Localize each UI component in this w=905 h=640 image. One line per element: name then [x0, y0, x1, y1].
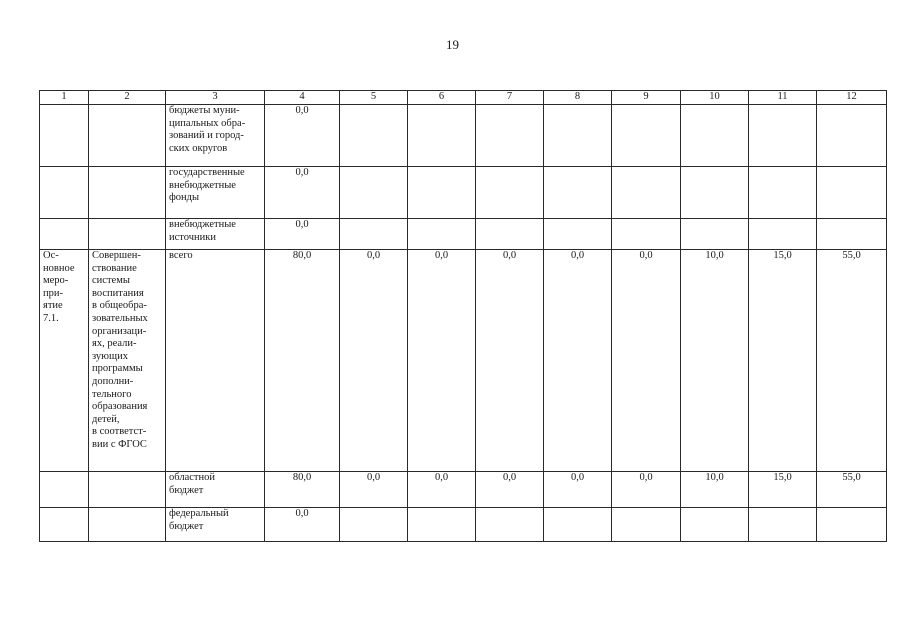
- column-header-6: 6: [408, 91, 476, 105]
- cell-value-col-7: [476, 167, 544, 219]
- cell-funding-source: бюджеты муни- ципальных обра- зований и город- ских округов: [166, 105, 265, 167]
- column-header-4: 4: [265, 91, 340, 105]
- table-row: [40, 219, 887, 250]
- cell-funding-source: внебюджетные источники: [166, 219, 265, 250]
- column-header-7: 7: [476, 91, 544, 105]
- column-header-2: 2: [89, 91, 166, 105]
- cell-value-col-7: [476, 219, 544, 250]
- cell-value-col-10: [681, 105, 749, 167]
- cell-activity-name: [89, 219, 166, 250]
- cell-value-col-5: 0,0: [340, 250, 408, 472]
- cell-funding-source: всего: [166, 250, 265, 472]
- cell-activity-name: [89, 167, 166, 219]
- cell-value-col-4: 80,0: [265, 250, 340, 472]
- table-row: [40, 105, 887, 167]
- cell-value-col-5: [340, 167, 408, 219]
- page-number: 19: [446, 37, 459, 52]
- cell-value-col-11: [749, 167, 817, 219]
- cell-value-col-8: 0,0: [544, 250, 612, 472]
- cell-value-col-11: [749, 105, 817, 167]
- cell-value-col-9: [612, 105, 681, 167]
- cell-value-col-8: [544, 105, 612, 167]
- cell-value-col-10: [681, 167, 749, 219]
- cell-value-col-9: [612, 219, 681, 250]
- cell-value-col-8: 0,0: [544, 472, 612, 508]
- cell-activity-number: [40, 105, 89, 167]
- cell-value-col-10: [681, 219, 749, 250]
- cell-value-col-7: [476, 508, 544, 542]
- cell-activity-name: Совершен- ствование системы воспитания в общеобра- зовательных организаци- ях, реали- зующих программы дополни- тельного образования детей, в соответст- вии с ФГОС: [89, 250, 166, 472]
- cell-activity-name: [89, 105, 166, 167]
- cell-value-col-5: [340, 508, 408, 542]
- header-row: [40, 91, 887, 105]
- cell-value-col-9: 0,0: [612, 250, 681, 472]
- cell-activity-name: [89, 508, 166, 542]
- cell-value-col-6: 0,0: [408, 472, 476, 508]
- cell-value-col-6: 0,0: [408, 250, 476, 472]
- cell-funding-source: федеральный бюджет: [166, 508, 265, 542]
- cell-value-col-5: [340, 219, 408, 250]
- cell-value-col-12: [817, 167, 887, 219]
- cell-value-col-4: 80,0: [265, 472, 340, 508]
- cell-value-col-7: [476, 105, 544, 167]
- cell-value-col-5: 0,0: [340, 472, 408, 508]
- column-header-12: 12: [817, 91, 887, 105]
- cell-value-col-11: [749, 219, 817, 250]
- cell-value-col-12: [817, 105, 887, 167]
- cell-value-col-4: 0,0: [265, 167, 340, 219]
- column-header-9: 9: [612, 91, 681, 105]
- budget-table: [39, 90, 887, 542]
- cell-value-col-9: [612, 167, 681, 219]
- cell-activity-number: Ос- новное меро- при- ятие 7.1.: [40, 250, 89, 472]
- cell-value-col-5: [340, 105, 408, 167]
- cell-activity-number: [40, 508, 89, 542]
- table-row: [40, 167, 887, 219]
- column-header-5: 5: [340, 91, 408, 105]
- column-header-3: 3: [166, 91, 265, 105]
- cell-value-col-6: [408, 105, 476, 167]
- cell-value-col-10: [681, 508, 749, 542]
- cell-value-col-8: [544, 167, 612, 219]
- table-row: [40, 250, 887, 472]
- cell-value-col-11: [749, 508, 817, 542]
- cell-value-col-12: 55,0: [817, 472, 887, 508]
- cell-funding-source: государственные внебюджетные фонды: [166, 167, 265, 219]
- column-header-10: 10: [681, 91, 749, 105]
- table-row: [40, 472, 887, 508]
- cell-value-col-12: [817, 219, 887, 250]
- cell-value-col-4: 0,0: [265, 508, 340, 542]
- cell-value-col-6: [408, 219, 476, 250]
- cell-value-col-7: 0,0: [476, 250, 544, 472]
- cell-value-col-11: 15,0: [749, 250, 817, 472]
- cell-activity-name: [89, 472, 166, 508]
- cell-value-col-9: [612, 508, 681, 542]
- column-header-8: 8: [544, 91, 612, 105]
- cell-value-col-12: 55,0: [817, 250, 887, 472]
- cell-value-col-10: 10,0: [681, 250, 749, 472]
- cell-value-col-4: 0,0: [265, 219, 340, 250]
- cell-value-col-10: 10,0: [681, 472, 749, 508]
- cell-activity-number: [40, 472, 89, 508]
- cell-value-col-9: 0,0: [612, 472, 681, 508]
- cell-value-col-12: [817, 508, 887, 542]
- cell-value-col-7: 0,0: [476, 472, 544, 508]
- cell-activity-number: [40, 219, 89, 250]
- cell-value-col-6: [408, 508, 476, 542]
- cell-value-col-6: [408, 167, 476, 219]
- cell-value-col-8: [544, 219, 612, 250]
- cell-value-col-8: [544, 508, 612, 542]
- cell-activity-number: [40, 167, 89, 219]
- cell-funding-source: областной бюджет: [166, 472, 265, 508]
- cell-value-col-4: 0,0: [265, 105, 340, 167]
- cell-value-col-11: 15,0: [749, 472, 817, 508]
- column-header-11: 11: [749, 91, 817, 105]
- column-header-1: 1: [40, 91, 89, 105]
- table-row: [40, 508, 887, 542]
